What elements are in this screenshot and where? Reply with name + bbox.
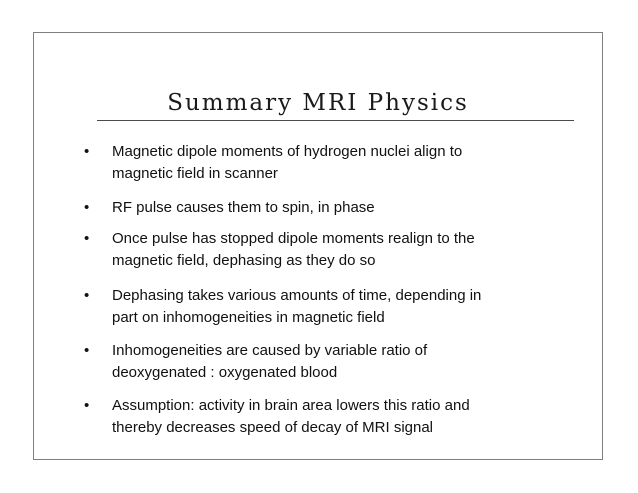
slide-title: Summary MRI Physics [167, 90, 469, 116]
title-underline [97, 120, 574, 121]
bullet-line: RF pulse causes them to spin, in phase [112, 199, 375, 216]
bullet-line: thereby decreases speed of decay of MRI signal [112, 419, 434, 436]
bullet-line: Assumption: activity in brain area lowers this ratio and [112, 397, 470, 414]
bullet-icon: • [84, 199, 90, 216]
bullet-text [112, 285, 554, 329]
bullet-text [112, 395, 554, 439]
bullet-item [84, 285, 554, 329]
bullet-line: magnetic field in scanner [112, 165, 278, 182]
bullet-item [84, 340, 554, 384]
bullet-text [112, 340, 554, 384]
bullet-item [84, 395, 554, 439]
slide-frame [33, 32, 603, 460]
bullet-icon: • [84, 143, 90, 160]
bullet-line: part on inhomogeneities in magnetic field [112, 309, 385, 326]
bullet-icon: • [84, 397, 90, 414]
bullet-item [84, 141, 554, 185]
bullet-item [84, 197, 554, 219]
bullet-line: Once pulse has stopped dipole moments realign to the [112, 230, 475, 247]
bullet-line: Inhomogeneities are caused by variable ratio of [112, 342, 428, 359]
bullet-icon: • [84, 287, 90, 304]
bullet-line: deoxygenated : oxygenated blood [112, 364, 338, 381]
bullet-text [112, 197, 554, 219]
bullet-icon: • [84, 230, 90, 247]
bullet-line: magnetic field, dephasing as they do so [112, 252, 376, 269]
bullet-text [112, 141, 554, 185]
bullet-item [84, 228, 554, 272]
bullet-line: Magnetic dipole moments of hydrogen nuclei align to [112, 143, 463, 160]
bullet-line: Dephasing takes various amounts of time, depending in [112, 287, 482, 304]
bullet-text [112, 228, 554, 272]
bullet-icon: • [84, 342, 90, 359]
